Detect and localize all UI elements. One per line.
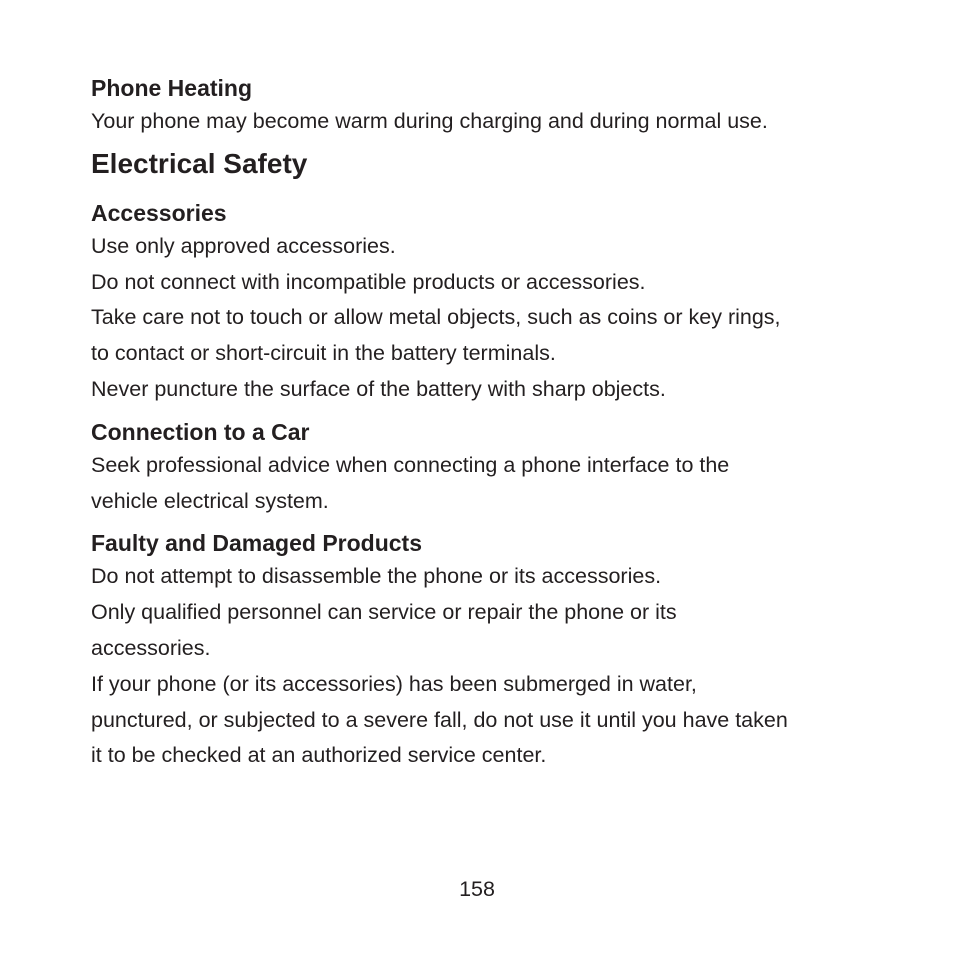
paragraph-line: Seek professional advice when connecting a phone interface to the [91, 452, 730, 477]
paragraph-line: accessories. [91, 635, 211, 660]
paragraph-line: vehicle electrical system. [91, 488, 329, 513]
paragraph-line: Use only approved accessories. [91, 233, 396, 258]
document-page [91, 72, 881, 774]
paragraph-line: Only qualified personnel can service or repair the phone or its [91, 600, 677, 625]
heading-phone-heating: Phone Heating [91, 75, 253, 101]
paragraph-line: Do not attempt to disassemble the phone or its accessories. [91, 564, 662, 589]
heading-electrical-safety: Electrical Safety [91, 147, 308, 179]
paragraph-line: Your phone may become warm during charging and during normal use. [91, 109, 768, 133]
paragraph-line: to contact or short-circuit in the battery terminals. [91, 341, 556, 366]
paragraph-line: it to be checked at an authorized service center. [91, 743, 547, 768]
heading-connection-to-car: Connection to a Car [91, 418, 310, 445]
paragraph-line: Never puncture the surface of the battery with sharp objects. [91, 376, 666, 401]
page-number: 158 [459, 877, 495, 901]
paragraph-line: Take care not to touch or allow metal objects, such as coins or key rings, [91, 305, 781, 330]
paragraph-line: punctured, or subjected to a severe fall, do not use it until you have taken [91, 707, 788, 732]
heading-accessories: Accessories [91, 199, 227, 226]
heading-faulty-products: Faulty and Damaged Products [91, 530, 423, 557]
paragraph-line: If your phone (or its accessories) has been submerged in water, [91, 671, 697, 696]
paragraph-line: Do not connect with incompatible products or accessories. [91, 269, 646, 294]
